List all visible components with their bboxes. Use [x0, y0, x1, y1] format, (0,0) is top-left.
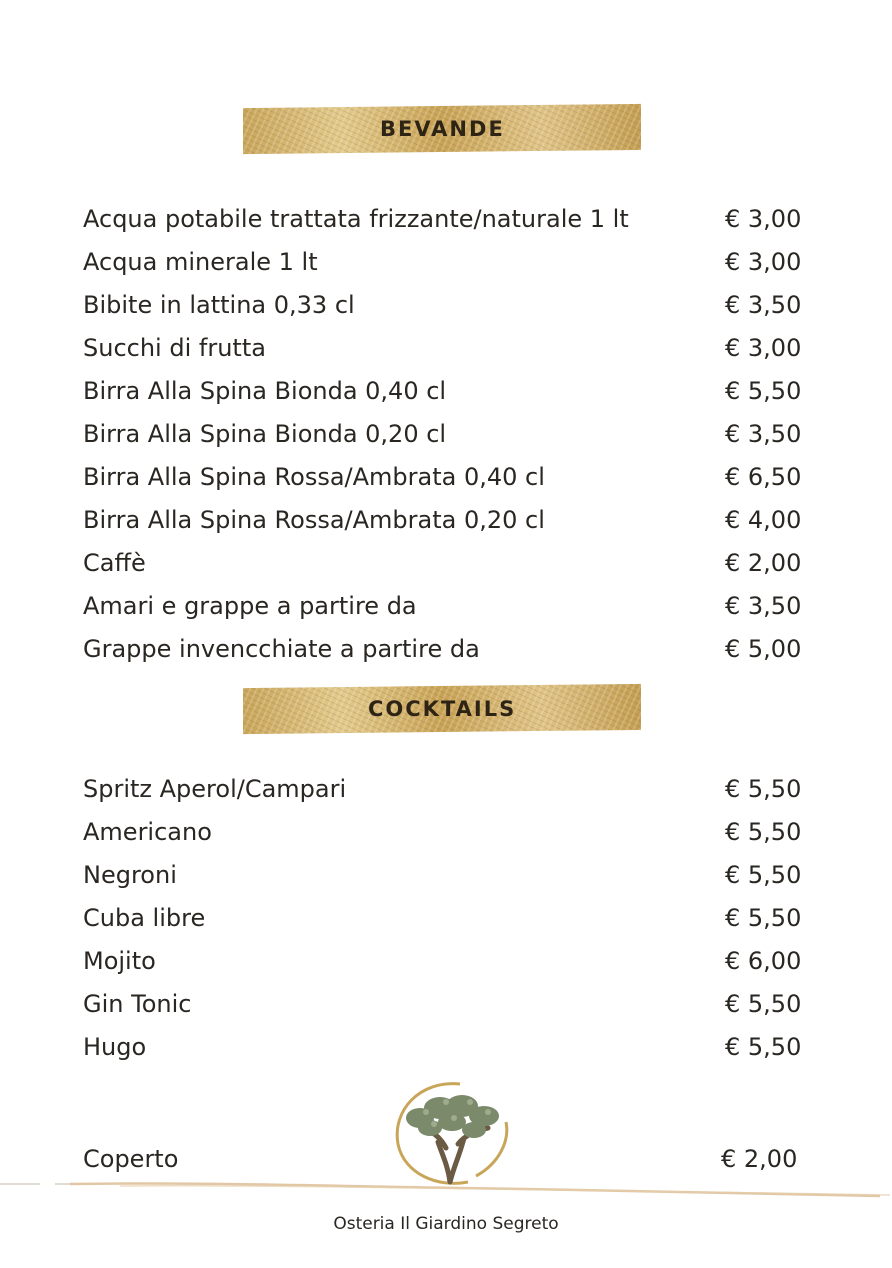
item-price: € 5,50 [725, 1033, 802, 1061]
item-name: Birra Alla Spina Rossa/Ambrata 0,20 cl [83, 506, 545, 534]
item-name: Birra Alla Spina Bionda 0,20 cl [83, 420, 447, 448]
cocktails-banner [243, 684, 641, 734]
item-name: Acqua potabile trattata frizzante/naturale 1 lt [83, 205, 629, 233]
cocktails-list [83, 768, 807, 1069]
item-name: Americano [83, 818, 212, 846]
item-name: Spritz Aperol/Campari [83, 775, 347, 803]
item-name: Bibite in lattina 0,33 cl [83, 291, 355, 319]
item-price: € 5,50 [725, 775, 802, 803]
list-item [83, 983, 807, 1026]
item-name: Mojito [83, 947, 156, 975]
list-item [83, 413, 807, 456]
item-price: € 5,50 [725, 904, 802, 932]
list-item [83, 284, 807, 327]
item-name: Negroni [83, 861, 177, 889]
item-name: Amari e grappe a partire da [83, 592, 417, 620]
bevande-banner [243, 104, 641, 154]
item-name: Caffè [83, 549, 146, 577]
item-price: € 5,50 [725, 818, 802, 846]
item-price: € 4,00 [725, 506, 802, 534]
bevande-title: BEVANDE [379, 117, 505, 142]
item-price: € 6,50 [725, 463, 802, 491]
item-price: € 3,50 [725, 291, 802, 319]
list-item [83, 811, 807, 854]
list-item [83, 456, 807, 499]
list-item [83, 854, 807, 897]
item-name: Succhi di frutta [83, 334, 266, 362]
item-name: Hugo [83, 1033, 147, 1061]
coperto-price: € 2,00 [721, 1145, 798, 1173]
item-name: Cuba libre [83, 904, 206, 932]
item-name: Birra Alla Spina Rossa/Ambrata 0,40 cl [83, 463, 545, 491]
list-item [83, 198, 807, 241]
list-item [83, 768, 807, 811]
item-price: € 6,00 [725, 947, 802, 975]
item-price: € 2,00 [725, 549, 802, 577]
list-item [83, 628, 807, 671]
list-item [83, 940, 807, 983]
list-item [83, 499, 807, 542]
list-item [83, 327, 807, 370]
cocktails-title: COCKTAILS [367, 697, 517, 721]
list-item [83, 370, 807, 413]
list-item [83, 585, 807, 628]
bevande-list [83, 198, 807, 671]
olive-tree-icon [390, 1078, 514, 1190]
item-name: Birra Alla Spina Bionda 0,40 cl [83, 377, 447, 405]
item-price: € 5,00 [725, 635, 802, 663]
item-price: € 5,50 [725, 377, 802, 405]
list-item [83, 241, 807, 284]
item-name: Gin Tonic [83, 990, 192, 1018]
item-price: € 3,00 [725, 334, 802, 362]
item-price: € 3,00 [725, 205, 802, 233]
list-item [83, 897, 807, 940]
restaurant-name: Osteria Il Giardino Segreto [333, 1214, 559, 1234]
list-item [83, 1026, 807, 1069]
item-price: € 3,50 [725, 420, 802, 448]
item-price: € 5,50 [725, 861, 802, 889]
item-price: € 3,00 [725, 248, 802, 276]
item-name: Acqua minerale 1 lt [83, 248, 318, 276]
item-name: Grappe invencchiate a partire da [83, 635, 480, 663]
item-price: € 3,50 [725, 592, 802, 620]
item-price: € 5,50 [725, 990, 802, 1018]
coperto-label: Coperto [83, 1145, 179, 1173]
list-item [83, 542, 807, 585]
